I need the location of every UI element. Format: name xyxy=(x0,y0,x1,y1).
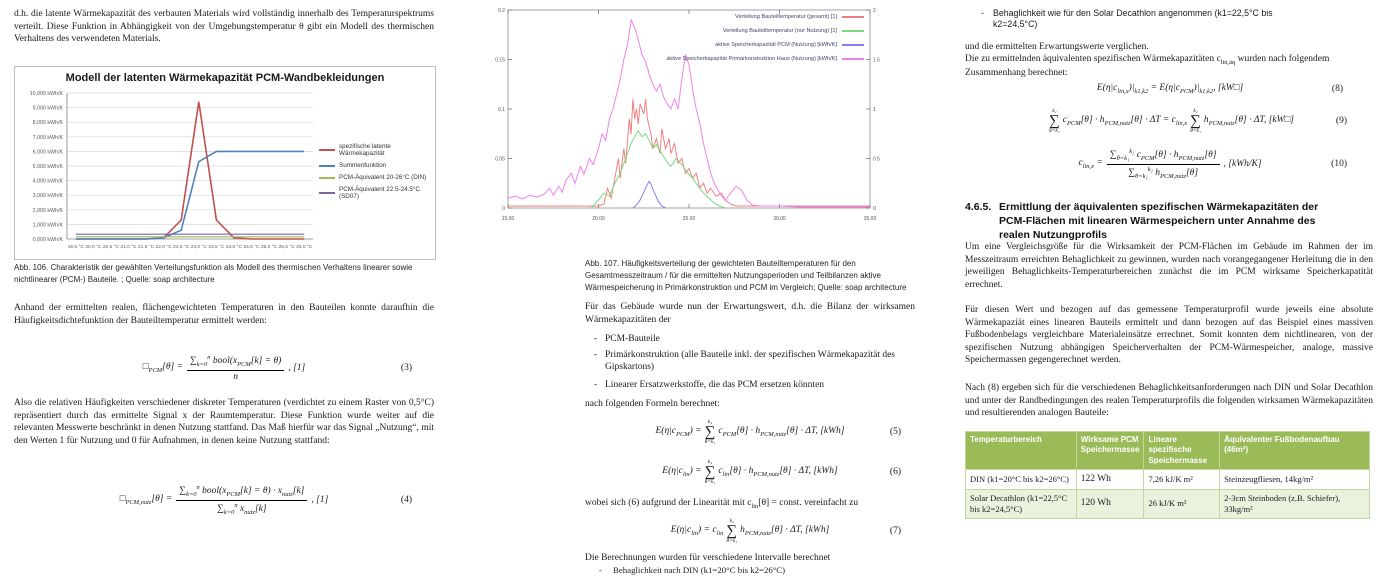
svg-text:22,5 °C: 22,5 °C xyxy=(173,245,190,250)
svg-text:0: 0 xyxy=(873,206,876,212)
legend-line-swatch xyxy=(319,149,335,151)
paragraph: Für diesen Wert und bezogen auf das gemessene Temperaturprofil wurde jeweils eine absolute Wärmekapaziät eines linearen Bauteils ermittelt und dann bezogen auf das Beispiel eines massiven Fußbodenbelags vergleichbare Materialeinsätze errechnet. Somit konnten dem nichtlinearen, von der spezifischen Nutzung abhängigen Speicherverhalten der PCM-Wärmespeicher, analoge, massive Speichermassen gegengerechnet werden. xyxy=(965,305,1373,366)
legend-line-swatch xyxy=(842,16,864,18)
paragraph: und die ermittelten Erwartungswerte verglichen. xyxy=(965,42,1149,52)
formula-4: $□_{PCM,nutz}[\theta]$ = $\frac{\sum_{k=0}^n bool(x_{PCM}[k] = \theta) \cdot x_{nutz}[k]}{\sum_{k=0}^n x_{nutz}[k]}$ , [1] (4) xyxy=(119,484,412,516)
bullet-marker: - xyxy=(594,334,598,344)
svg-text:8,000 kWh/K: 8,000 kWh/K xyxy=(32,120,63,127)
svg-text:20,0 °C: 20,0 °C xyxy=(85,245,102,250)
section-number: 4.6.5. xyxy=(965,201,992,213)
legend-item xyxy=(319,186,431,200)
svg-text:0.1: 0.1 xyxy=(498,107,505,113)
equation-number: (8) xyxy=(1331,84,1343,94)
legend-item xyxy=(604,42,864,48)
formula-5: $E(\eta|c_{PCM})$ = k₂ ∑ θ=k₁ $c_{PCM}[\theta] \cdot h_{PCM,nutz}[\theta] \cdot \Delta T$, [kWh] (5) xyxy=(655,418,901,446)
sum-symbol: k₂ ∑ θ=k₁ xyxy=(726,517,738,545)
sum-symbol: k₂ ∑ θ=k₁ xyxy=(1048,107,1060,135)
svg-text:1,000 kWh/K: 1,000 kWh/K xyxy=(32,222,63,229)
svg-text:0: 0 xyxy=(502,206,505,212)
figure-106-title: Modell der latenten Wärmekapazität PCM-Wandbekleidungen xyxy=(65,72,385,84)
paragraph: d.h. die latente Wärmekapazität des verbauten Materials wird vollständig innerhalb des Temperaturspektrums verteilt. Diese Funktion in Abhängigkeit von der Umgebungstemperatur θ gibt ein Modell des thermischen Verhaltens des verwendeten Materials. xyxy=(14,9,434,45)
right-column xyxy=(965,0,1375,580)
middle-column xyxy=(478,0,918,580)
figure-106-legend xyxy=(319,143,431,200)
legend-label: aktive Speicherkapazität Primärkonstruktion Haus (Nutzung) [kWh/K] xyxy=(666,56,837,62)
legend-line-swatch xyxy=(842,30,864,32)
svg-text:23,0 °C: 23,0 °C xyxy=(190,245,207,250)
table-cell: 120 Wh xyxy=(1076,489,1144,518)
svg-text:35.00: 35.00 xyxy=(863,216,877,222)
formula-3: $□_{PCM}[\theta]$ = $\frac{\sum_{k=0}^n bool(x_{PCM}[k] = \theta)}{n}$ , [1] (3) xyxy=(142,354,412,382)
bullet-marker: - xyxy=(594,380,598,390)
sum-symbol: k₂ ∑ θ=k₁ xyxy=(1190,107,1201,135)
legend-label: aktive Speicherkapazität PCM (Nutzung) [kWh/K] xyxy=(715,42,837,48)
table-cell: Solar Decathlon (k1=22,5°C bis k2=24,5°C) xyxy=(966,489,1077,518)
legend-line-swatch xyxy=(319,177,335,179)
legend-item xyxy=(604,56,864,62)
svg-text:0.15: 0.15 xyxy=(495,57,505,64)
equation-number: (10) xyxy=(1331,159,1347,169)
figure-107 xyxy=(478,2,892,234)
figure-107-legend xyxy=(604,14,864,62)
svg-text:30.00: 30.00 xyxy=(773,216,786,222)
legend-item xyxy=(319,162,431,169)
equation-number: (6) xyxy=(889,467,901,477)
equation-number: (9) xyxy=(1335,116,1347,126)
legend-label: PCM-Äquivalent 20-26°C (DIN) xyxy=(339,174,427,181)
svg-text:25,0 °C: 25,0 °C xyxy=(261,245,278,250)
svg-text:3,000 kWh/K: 3,000 kWh/K xyxy=(32,193,63,200)
table-header-cell: Wirksame PCM Speichermasse xyxy=(1076,432,1144,470)
legend-line-swatch xyxy=(319,165,335,167)
svg-text:21,5 °C: 21,5 °C xyxy=(138,245,155,250)
list-item: - Behaglichkeit wie für den Solar Decathlon angenommen (k1=22,5°C bis k2=24,5°C) xyxy=(981,8,1273,30)
table-header-cell: Temperaturbereich xyxy=(966,432,1077,470)
list-item: - Primärkonstruktion (alle Bauteile inkl. der spezifischen Wärmekapazität des Gipskartons) xyxy=(585,349,915,374)
legend-item xyxy=(319,143,431,157)
svg-text:0,000 kWh/K: 0,000 kWh/K xyxy=(32,237,63,243)
paragraph: Um eine Vergleichsgröße für die Wirksamkeit der PCM-Flächen im Gebäude im Rahmen der im Messzeitraum erreichten Behaglichkeit zu gewinnen, wurden nach vorangegangener Herleitung die in den jeweiligen Behaglichkeits-Temperaturbereichen zunächst die im PCM wirksame Speicherkapatität errechnet. xyxy=(965,242,1373,290)
formula-8: $E(\eta|c_{lin,x})|_{k1,k2} = E(\eta|c_{PCM})|_{k1,k2}$, [kW□] (8) xyxy=(1096,83,1343,95)
table-cell: DIN (k1=20°C bis k2=26°C) xyxy=(966,470,1077,489)
figure-106 xyxy=(14,66,436,260)
paragraph: Nach (8) ergeben sich für die verschiedenen Behaglichkeitsanforderungen nach DIN und Solar Decathlon und unter der Randbedingungen des realen Temperaturprofils die folgenden wirksamen Wärmekapazitäten und resultierenden analogen Bauteile: xyxy=(965,383,1373,419)
legend-label: PCM-Äquivalent 22.5-24.5°C (SD07) xyxy=(339,186,420,200)
svg-text:22,0 °C: 22,0 °C xyxy=(155,245,172,250)
paragraph: Also die relativen Häufigkeiten verschiedener diskreter Temperaturen (verdichtet zu einem Raster von 0,5°C) repräsentiert durch das ermittelte Signal x der Raumtemperatur. Diese Funktion wurde weiter auf die relevanten Messwerte beschränkt in denen Nutzung stattfand. Das Maß hierfür war das Signal „Nutzung“, mit den Werten 1 für Nutzung und 0 für Aufnahmen, in denen keine Nutzung stattfand: xyxy=(14,398,434,446)
legend-line-swatch xyxy=(842,44,864,46)
section-heading: 4.6.5. Ermittlung der äquivalenten spezifischen Wärmekapazitäten der PCM-Flächen mit linearen Wärmespeichern unter Annahme des realen Nutzungprofils xyxy=(965,201,1319,242)
svg-text:2,000 kWh/K: 2,000 kWh/K xyxy=(32,207,63,214)
svg-text:19,5 °C: 19,5 °C xyxy=(67,245,84,250)
svg-text:0.2: 0.2 xyxy=(498,8,505,14)
legend-label: Verteilung Bauteiltemperatur (gesamt) [1] xyxy=(735,14,837,20)
formula-6: $E(\eta|c_{lin})$ = k₂ ∑ θ=k₁ $c_{lin}[\theta] \cdot h_{PCM,nutz}[\theta] \cdot \Delta T$, [kWh] (6) xyxy=(662,458,901,486)
table-header-cell: Äquivalenter Fußbodenaufbau (46m²) xyxy=(1220,432,1370,470)
svg-text:9,000 kWh/K: 9,000 kWh/K xyxy=(32,105,63,112)
equation-number: (5) xyxy=(889,427,901,437)
formula-3-lhs: $□_{PCM}[\theta]$ = xyxy=(142,362,183,374)
svg-text:25.00: 25.00 xyxy=(682,216,696,222)
svg-text:2: 2 xyxy=(873,8,876,14)
formula-4-lhs: $□_{PCM,nutz}[\theta]$ = xyxy=(119,494,173,506)
formula-3-fraction: $\frac{\sum_{k=0}^n bool(x_{PCM}[k] = \theta)}{n}$ xyxy=(187,354,284,381)
svg-text:24,0 °C: 24,0 °C xyxy=(225,245,242,250)
bullet-marker: - xyxy=(981,8,984,18)
table-cell: 26 kJ/K m² xyxy=(1144,489,1220,518)
svg-text:5,000 kWh/K: 5,000 kWh/K xyxy=(32,164,63,170)
svg-text:1.5: 1.5 xyxy=(873,57,880,64)
left-column xyxy=(14,0,434,580)
legend-label: spezifische latente Wärmekapazität xyxy=(339,143,391,157)
equation-number: (7) xyxy=(889,526,901,536)
sum-symbol: k₂ ∑ θ=k₁ xyxy=(704,418,716,446)
legend-item xyxy=(604,28,864,34)
legend-item xyxy=(319,174,431,181)
svg-text:6,000 kWh/K: 6,000 kWh/K xyxy=(32,149,63,156)
formula-9: k₂ ∑ θ=k₁ $c_{PCM}[\theta] \cdot h_{PCM,nutz}[\theta] \cdot \Delta T = c_{lin,x}$ k₂ ∑ θ=k₁ $h_{PCM,nutz}[\theta] \cdot \Delta T$, [kW□] (9) xyxy=(1048,107,1347,135)
table-cell: Steinzeugfliesen, 14kg/m² xyxy=(1220,470,1370,489)
svg-text:20,5 °C: 20,5 °C xyxy=(102,245,119,250)
formula-10: $c_{lin,x}$ = $\frac{\sum_{\theta=k_1}^{k_2} c_{PCM}[\theta] \cdot h_{PCM,nutz}[\theta]}{\sum_{\theta=k_1}^{k_2} h_{PCM,nutz}[\theta]}$ , [kWh/K] (10) xyxy=(1078,148,1347,180)
svg-text:23,5 °C: 23,5 °C xyxy=(208,245,225,250)
equation-number: (4) xyxy=(400,495,412,505)
svg-text:10,000 kWh/K: 10,000 kWh/K xyxy=(29,91,63,97)
paragraph: Für das Gebäude wurde nun der Erwartungswert, d.h. die Bilanz der wirksamen Wärmekapazitäten der xyxy=(585,302,915,325)
svg-text:21,0 °C: 21,0 °C xyxy=(120,245,137,250)
equation-number: (3) xyxy=(400,363,412,373)
results-table xyxy=(965,431,1370,519)
table-cell: 7,26 kJ/K m² xyxy=(1144,470,1220,489)
svg-text:7,000 kWh/K: 7,000 kWh/K xyxy=(32,134,63,141)
formula-10-fraction: $\frac{\sum_{\theta=k_1}^{k_2} c_{PCM}[\theta] \cdot h_{PCM,nutz}[\theta]}{\sum_{\theta=k_1}^{k_2} h_{PCM,nutz}[\theta]}$ xyxy=(1107,148,1220,179)
table-cell: 122 Wh xyxy=(1076,470,1144,489)
legend-line-swatch xyxy=(842,58,864,60)
list-item: - Linearer Ersatzwerkstoffe, die das PCM ersetzen könnten xyxy=(585,379,915,391)
svg-text:0.05: 0.05 xyxy=(495,156,505,163)
list-item: - Behaglichkeit nach DIN (k1=20°C bis k2=26°C) xyxy=(585,565,915,576)
legend-line-swatch xyxy=(319,192,335,194)
sum-symbol: k₂ ∑ θ=k₁ xyxy=(704,458,716,486)
table-cell: 2-3cm Steinboden (z.B. Schiefer), 33kg/m² xyxy=(1220,489,1370,518)
table-row xyxy=(966,489,1370,518)
svg-text:24,5 °C: 24,5 °C xyxy=(243,245,260,250)
svg-text:1: 1 xyxy=(873,107,876,113)
table-row xyxy=(966,470,1370,489)
svg-text:25,5 °C: 25,5 °C xyxy=(278,245,295,250)
figure-106-caption: Abb. 106. Charakteristik der gewählten Verteilungsfunktion als Modell des thermischen Verhaltens linearer sowie nichtlinearer (PCM-) Bauteile. ; Quelle: soap architecture xyxy=(14,263,413,284)
paragraph: wobei sich (6) aufgrund der Linearität mit $c_{lin}[\theta]$ = const. vereinfacht zu xyxy=(585,498,859,510)
svg-text:20.00: 20.00 xyxy=(592,216,605,222)
paragraph: nach folgenden Formeln berechnet: xyxy=(585,399,720,409)
formula-4-fraction: $\frac{\sum_{k=0}^n bool(x_{PCM}[k] = \theta) \cdot x_{nutz}[k]}{\sum_{k=0}^n x_{nutz}[k]}$ xyxy=(176,484,307,515)
paragraph: Die zu ermittelnden äquivalenten spezifischen Wärmekapazitäten $c_{lin,äq}$ wurden nach folgendem Zusammenhang berechnet: xyxy=(965,54,1330,79)
svg-text:15.00: 15.00 xyxy=(501,216,515,222)
table-header-cell: Lineare spezifische Speichermasse xyxy=(1144,432,1220,470)
svg-text:26,0 °C: 26,0 °C xyxy=(296,245,313,250)
paragraph: Anhand der ermittelten realen, flächengewichteten Temperaturen in den Bauteilen konnte daraufhin die Häufigkeitsdichtefunktion der Bauteiltemperatur ermittelt werden: xyxy=(14,303,434,326)
bullet-marker: - xyxy=(599,565,602,575)
formula-7: $E(\eta|c_{lin}) = c_{lin}$ k₂ ∑ θ=k₁ $h_{PCM,nutz}[\theta] \cdot \Delta T$, [kWh] (7) xyxy=(670,517,901,545)
figure-107-caption: Abb. 107. Häufigkeitsverteilung der gewichteten Bauteiltemperaturen für den Gesamtmesszeitraum / für die ermittelten Nutzungsperioden und Teilbilanzen aktive Wärmespeicherung in Primärkonstruktion und PCM im Vergleich; Quelle: soap architecture xyxy=(585,259,907,292)
paragraph: Die Berechnungen wurden für verschiedene Intervalle berechnet xyxy=(585,553,831,563)
svg-text:4,000 kWh/K: 4,000 kWh/K xyxy=(32,178,63,185)
svg-text:0.5: 0.5 xyxy=(873,156,880,163)
table-header-row xyxy=(966,432,1370,470)
legend-label: Summenfunktion xyxy=(339,162,387,169)
list-item: - PCM-Bauteile xyxy=(585,333,915,345)
legend-item xyxy=(604,14,864,20)
bullet-marker: - xyxy=(594,350,598,360)
legend-label: Verteilung Bauteiltemperatur (nur Nutzung) [1] xyxy=(722,28,837,34)
